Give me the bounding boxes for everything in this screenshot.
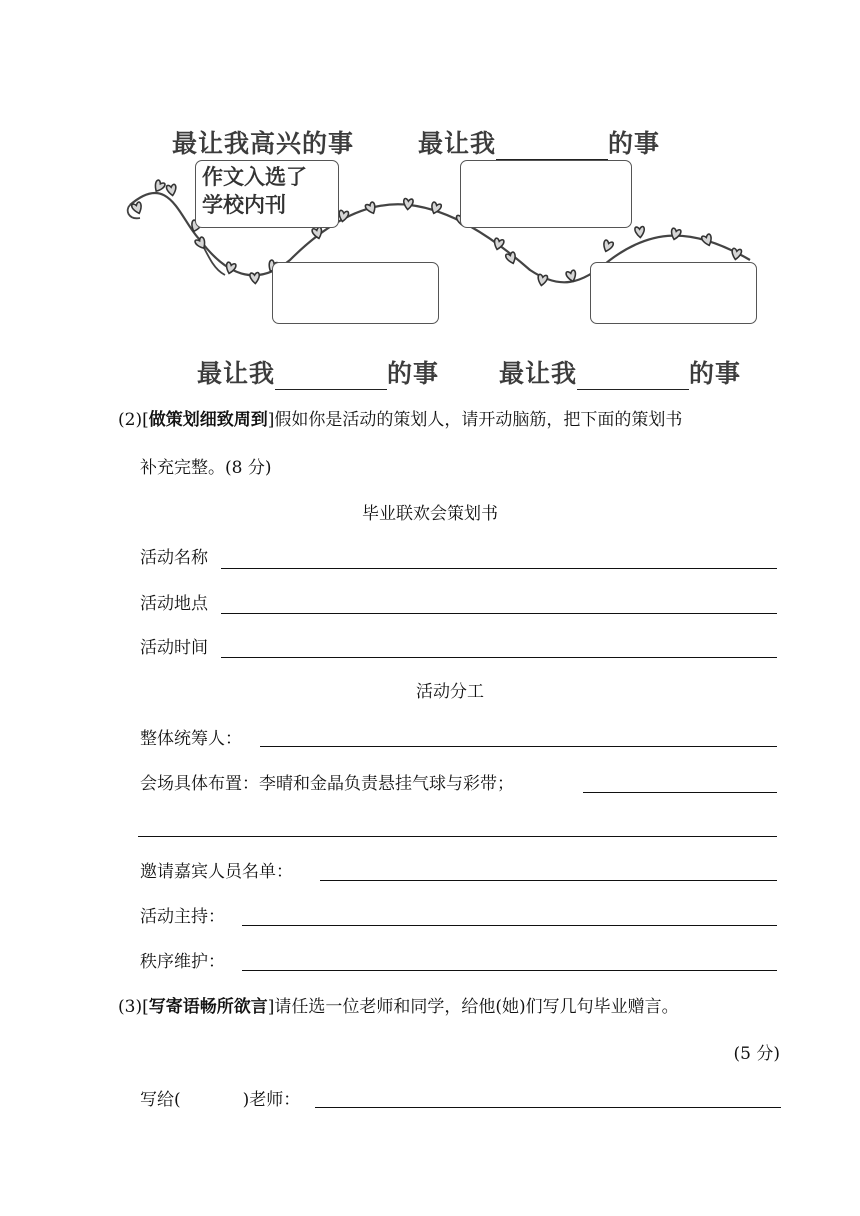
header-bottom-left bbox=[197, 354, 439, 390]
role-host-label: 活动主持： bbox=[140, 907, 225, 927]
role-host-input[interactable] bbox=[242, 925, 777, 926]
field-place-input[interactable] bbox=[221, 613, 777, 614]
q2-prompt-cont: 补充完整。(8 分) bbox=[140, 458, 272, 478]
role-order-label: 秩序维护： bbox=[140, 952, 225, 972]
blank-emotion-2[interactable] bbox=[275, 363, 387, 390]
header-top-right bbox=[418, 124, 660, 160]
answer-line-2: 学校内刊 bbox=[202, 193, 286, 217]
field-time-label: 活动时间 bbox=[140, 638, 208, 658]
q2-number: (2)[ bbox=[118, 410, 149, 430]
role-guests-input[interactable] bbox=[320, 880, 777, 881]
field-name-input[interactable] bbox=[221, 568, 777, 569]
role-order-input[interactable] bbox=[242, 970, 777, 971]
heart-decoration bbox=[152, 179, 165, 193]
role-venue-input-line2[interactable] bbox=[138, 836, 777, 837]
header-suffix: 的事 bbox=[608, 129, 661, 158]
heart-decoration bbox=[365, 201, 378, 215]
heart-decoration bbox=[403, 198, 413, 210]
plan-title: 毕业联欢会策划书 bbox=[362, 504, 498, 524]
heart-decoration bbox=[701, 234, 713, 247]
role-overall-input[interactable] bbox=[260, 746, 777, 747]
role-venue-input[interactable] bbox=[583, 792, 777, 793]
q3-tag: 写寄语畅所欲言 bbox=[148, 997, 268, 1017]
header-prefix: 最让我 bbox=[197, 359, 276, 388]
heart-decoration bbox=[166, 184, 177, 196]
division-title: 活动分工 bbox=[416, 682, 484, 702]
header-prefix: 最让我 bbox=[418, 129, 497, 158]
header-suffix: 的事 bbox=[689, 359, 742, 388]
answer-box-3[interactable] bbox=[272, 262, 439, 324]
answer-line-1: 作文入选了 bbox=[202, 165, 307, 189]
header-bottom-right bbox=[499, 354, 741, 390]
q3-number: (3)[ bbox=[118, 997, 149, 1017]
answer-box-2[interactable] bbox=[460, 160, 632, 228]
heart-decoration bbox=[131, 202, 143, 215]
q2-bracket: ] bbox=[267, 410, 275, 430]
role-venue-label: 会场具体布置：李晴和金晶负责悬挂气球与彩带； bbox=[140, 774, 514, 794]
heart-decoration bbox=[601, 240, 613, 253]
q3-score: (5 分) bbox=[733, 1044, 780, 1064]
heart-decoration bbox=[250, 272, 260, 284]
heart-decoration bbox=[225, 262, 237, 275]
blank-emotion-3[interactable] bbox=[577, 363, 689, 390]
q3-prompt bbox=[118, 995, 679, 1019]
field-name-label: 活动名称 bbox=[140, 548, 208, 568]
write-to-suffix: )老师： bbox=[242, 1090, 301, 1110]
field-time-input[interactable] bbox=[221, 657, 777, 658]
write-to-teacher bbox=[140, 1088, 300, 1112]
heart-decoration bbox=[505, 252, 517, 265]
blank-emotion-1[interactable] bbox=[496, 133, 608, 160]
answer-box-4[interactable] bbox=[590, 262, 757, 324]
header-prefix: 最让我 bbox=[499, 359, 578, 388]
teacher-message-input[interactable] bbox=[315, 1107, 781, 1108]
heart-decoration bbox=[635, 226, 645, 238]
role-guests-label: 邀请嘉宾人员名单： bbox=[140, 862, 293, 882]
q3-bracket: ] bbox=[267, 997, 275, 1017]
heart-decoration bbox=[537, 274, 548, 286]
q2-text: 假如你是活动的策划人，请开动脑筋，把下面的策划书 bbox=[274, 410, 683, 430]
write-to-prefix: 写给( bbox=[140, 1090, 181, 1110]
q3-text: 请任选一位老师和同学，给他(她)们写几句毕业赠言。 bbox=[274, 997, 679, 1017]
header-suffix: 的事 bbox=[387, 359, 440, 388]
answer-box-1 bbox=[195, 160, 339, 228]
header-happiest: 最让我高兴的事 bbox=[172, 129, 355, 158]
q2-prompt bbox=[118, 408, 682, 432]
heart-decoration bbox=[670, 228, 682, 241]
answer-box-1-text bbox=[196, 161, 338, 221]
heart-decoration bbox=[731, 248, 742, 260]
field-place-label: 活动地点 bbox=[140, 594, 208, 614]
role-overall-label: 整体统筹人： bbox=[140, 729, 242, 749]
q2-tag: 做策划细致周到 bbox=[148, 410, 268, 430]
